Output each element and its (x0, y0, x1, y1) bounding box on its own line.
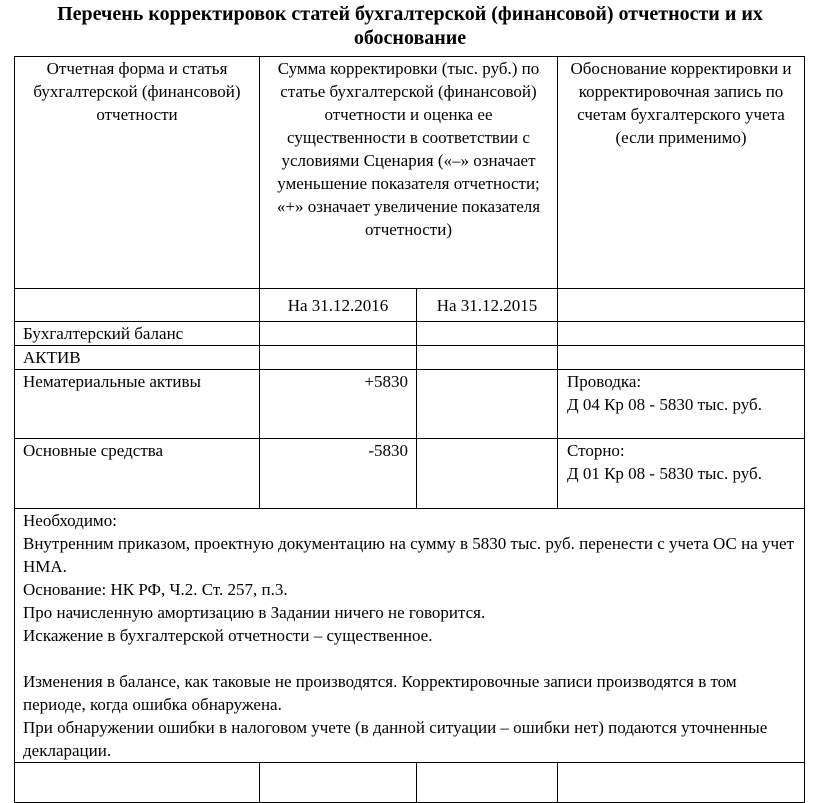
row-value-2016 (260, 346, 417, 370)
note-line: При обнаружении ошибки в налоговом учете (в данной ситуации – ошибки нет) подаются уточненные декларации. (23, 718, 768, 760)
trailing-cell (15, 763, 260, 803)
basis-label: Сторно: (567, 441, 625, 460)
row-value-2016: +5830 (260, 370, 417, 439)
row-value-2015 (417, 439, 558, 509)
header-row (15, 57, 805, 289)
basis-label: Проводка: (567, 372, 642, 391)
row-item: АКТИВ (15, 346, 260, 370)
date-2016: На 31.12.2016 (260, 289, 417, 322)
row-basis (558, 439, 805, 509)
note-line: Про начисленную амортизацию в Задании ничего не говорится. (23, 603, 486, 622)
basis-entry: Д 01 Кр 08 - 5830 тыс. руб. (567, 464, 762, 483)
note-line: Внутренним приказом, проектную документацию на сумму в 5830 тыс. руб. перенести с учета ОС на учет НМА. (23, 534, 795, 576)
header-col-item: Отчетная форма и статья бухгалтерской (финансовой) отчетности (15, 57, 260, 289)
note-line: Необходимо: (23, 511, 117, 530)
table-row (15, 346, 805, 370)
trailing-cell (260, 763, 417, 803)
row-basis (558, 322, 805, 346)
note-cell (15, 509, 805, 763)
note-line: Искажение в бухгалтерской отчетности – существенное. (23, 626, 433, 645)
trailing-row (15, 763, 805, 803)
table-row (15, 439, 805, 509)
row-item: Нематериальные активы (15, 370, 260, 439)
table-row (15, 322, 805, 346)
header-col-basis: Обоснование корректировки и корректировочная запись по счетам бухгалтерского учета (если применимо) (558, 57, 805, 289)
header-col-amount: Сумма корректировки (тыс. руб.) по статье бухгалтерской (финансовой) отчетности и оценка ее существенности в соответствии с условиями Сценария («–» означает уменьшение показателя отчетности; «+» означает увеличение показателя отчетности) (260, 57, 558, 289)
trailing-cell (417, 763, 558, 803)
basis-entry: Д 04 Кр 08 - 5830 тыс. руб. (567, 395, 762, 414)
date-2015: На 31.12.2015 (417, 289, 558, 322)
row-item: Основные средства (15, 439, 260, 509)
document-title: Перечень корректировок статей бухгалтерской (финансовой) отчетности и их обоснование (57, 3, 763, 49)
note-line: Основание: НК РФ, Ч.2. Ст. 257, п.3. (23, 580, 288, 599)
row-value-2015 (417, 322, 558, 346)
table-row (15, 370, 805, 439)
row-basis (558, 370, 805, 439)
note-line: Изменения в балансе, как таковые не производятся. Корректировочные записи производятся в том периоде, когда ошибка обнаружена. (23, 672, 737, 714)
row-value-2015 (417, 370, 558, 439)
row-value-2015 (417, 346, 558, 370)
corrections-table (14, 56, 805, 803)
date-row-empty-basis (558, 289, 805, 322)
row-item: Бухгалтерский баланс (15, 322, 260, 346)
row-value-2016 (260, 322, 417, 346)
row-value-2016: -5830 (260, 439, 417, 509)
date-row-empty (15, 289, 260, 322)
note-blank-line (23, 647, 796, 670)
trailing-cell (558, 763, 805, 803)
note-row (15, 509, 805, 763)
date-row (15, 289, 805, 322)
row-basis (558, 346, 805, 370)
